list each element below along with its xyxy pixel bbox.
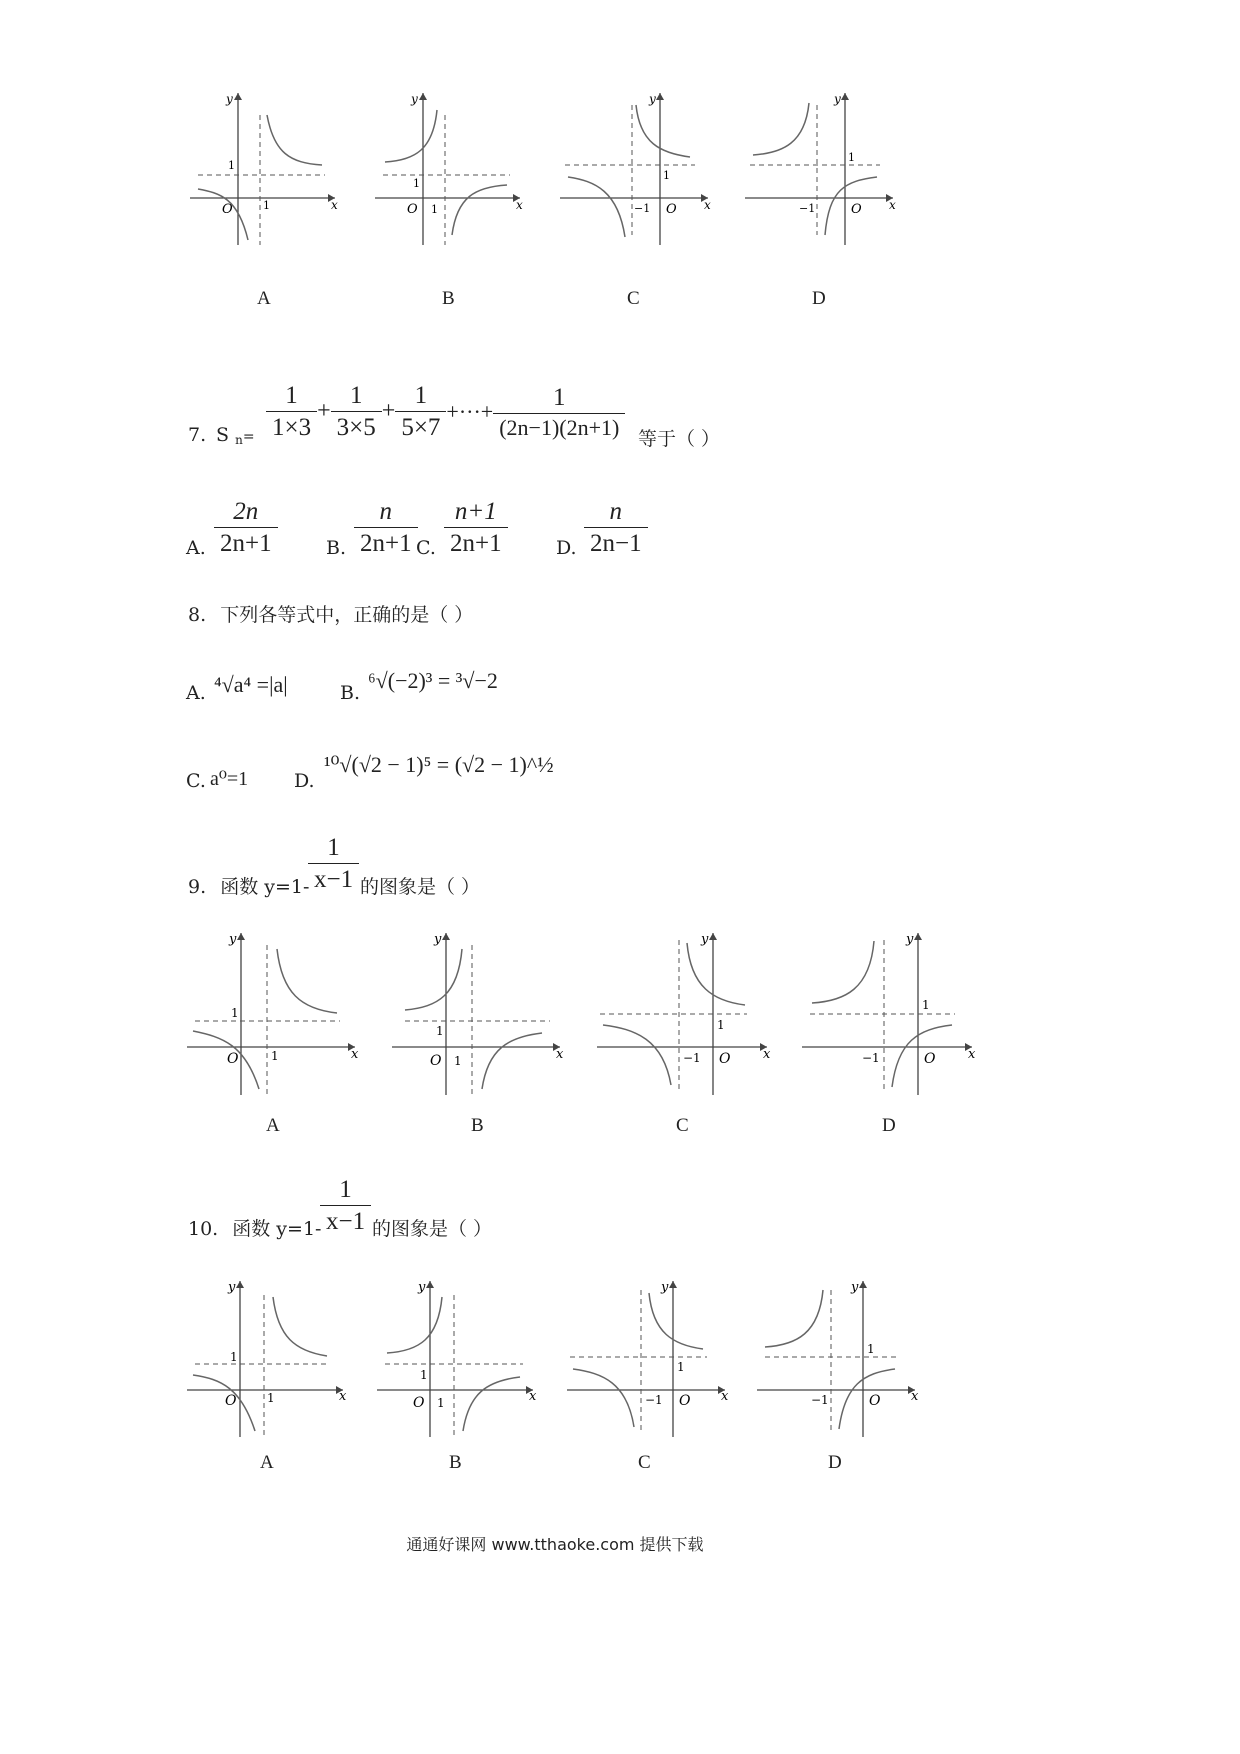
term-3-numerator: 1 — [414, 382, 428, 409]
curve-upper — [812, 941, 874, 1003]
tick-one-x: 1 — [267, 1391, 275, 1405]
question-9-fraction — [308, 832, 359, 896]
y-arrow — [669, 1281, 677, 1288]
y-arrow — [236, 1281, 244, 1288]
footer-credit: 通通好课网 www.tthaoke.com 提供下载 — [406, 1535, 704, 1554]
curve-upper — [636, 105, 690, 157]
question-7-suffix: 等于（ ） — [638, 428, 721, 450]
tick-one-x: 1 — [454, 1054, 462, 1068]
q7-option-d — [584, 496, 648, 560]
tick-neg-one-x: −1 — [862, 1051, 880, 1065]
curve-upper — [687, 943, 745, 1005]
curve-lower — [603, 1025, 671, 1085]
graph-set-middle — [185, 925, 985, 1120]
question-9-suffix: 的图象是（ ） — [360, 876, 481, 898]
q7-option-d-label: D. — [556, 537, 577, 559]
origin-label: O — [222, 202, 233, 217]
term-3-denominator: 5×7 — [395, 411, 446, 443]
question-7-series — [266, 380, 625, 444]
term-3 — [395, 380, 446, 444]
x-label: x — [516, 198, 523, 212]
tick-one-y: 1 — [922, 998, 930, 1012]
graph-set-bottom — [185, 1275, 925, 1450]
origin-label: O — [924, 1051, 936, 1067]
y-label: y — [229, 932, 237, 947]
q7-option-c-label: C. — [416, 537, 436, 559]
curve-lower — [482, 1033, 542, 1089]
curve-upper — [277, 949, 337, 1013]
y-arrow — [237, 933, 245, 940]
graph-mid-b — [392, 932, 564, 1095]
graph-bot-label-b: B — [449, 1452, 462, 1473]
tick-one-y: 1 — [677, 1360, 685, 1374]
plus-sign-1: + — [317, 398, 331, 425]
q8-option-b-label: B. — [340, 682, 361, 704]
question-7-sn — [216, 424, 255, 447]
tick-one-y: 1 — [230, 1350, 238, 1364]
q8-option-c-label: C. — [186, 770, 206, 792]
tick-neg-one-x: −1 — [799, 202, 816, 215]
q7-option-d-denominator: 2n−1 — [584, 527, 648, 559]
curve-upper — [385, 110, 437, 162]
q7-option-a-numerator: 2n — [233, 498, 259, 525]
origin-label: O — [666, 202, 677, 217]
q10-numerator: 1 — [339, 1176, 352, 1203]
tick-one-x: 1 — [263, 199, 270, 212]
term-last-denominator: (2n−1)(2n+1) — [493, 413, 625, 442]
q7-option-d-numerator: n — [609, 498, 623, 525]
y-arrow — [709, 933, 717, 940]
y-label: y — [906, 932, 914, 947]
question-8 — [188, 600, 473, 627]
tick-one-y: 1 — [420, 1368, 428, 1382]
question-10-number: 10. — [188, 1218, 219, 1240]
question-8-stem: 下列各等式中，正确的是（ ） — [220, 604, 474, 626]
curve-upper — [273, 1297, 327, 1356]
sn-equals: = — [242, 429, 255, 445]
curve-lower — [568, 177, 625, 237]
y-label: y — [434, 932, 442, 947]
q8-option-b-expr: ⁶√(−2)³ = ³√−2 — [368, 668, 498, 693]
x-label: x — [351, 1047, 359, 1062]
q8-option-a-label: A. — [186, 682, 206, 704]
question-7-number: 7. — [188, 424, 207, 446]
x-label: x — [339, 1389, 347, 1404]
y-label: y — [851, 1280, 859, 1295]
y-arrow — [914, 933, 922, 940]
graph-top-a — [190, 92, 338, 245]
graph-mid-c — [597, 932, 771, 1095]
graph-bot-b — [377, 1280, 537, 1437]
term-2 — [331, 380, 382, 444]
sn-subscript: n — [235, 433, 243, 447]
x-label: x — [704, 198, 711, 212]
graph-bot-label-a: A — [260, 1452, 274, 1473]
graph-top-label-b: B — [442, 288, 455, 309]
tick-one-y: 1 — [717, 1018, 725, 1032]
term-last-numerator: 1 — [553, 383, 566, 411]
graph-mid-label-b: B — [471, 1115, 484, 1136]
graph-bot-a — [187, 1280, 347, 1437]
q7-option-b-denominator: 2n+1 — [354, 527, 418, 559]
q7-option-a-label: A. — [186, 537, 206, 559]
question-7 — [188, 424, 206, 446]
graph-bot-c — [567, 1280, 729, 1437]
y-arrow — [419, 93, 427, 100]
x-label: x — [763, 1047, 771, 1062]
question-10 — [188, 1214, 321, 1241]
question-9-prefix: 函数 y=1- — [220, 876, 310, 898]
x-label: x — [889, 198, 896, 212]
tick-one-y: 1 — [663, 169, 670, 182]
origin-label: O — [719, 1051, 731, 1067]
q7-option-b-label: B. — [326, 537, 347, 559]
curve-lower — [193, 1375, 255, 1431]
q8-option-a-expr: ⁴√a⁴ =|a| — [214, 672, 288, 697]
origin-label: O — [869, 1393, 881, 1409]
x-label: x — [556, 1047, 564, 1062]
y-arrow — [859, 1281, 867, 1288]
q7-option-c-numerator: n+1 — [454, 498, 497, 525]
graph-top-label-a: A — [257, 288, 271, 309]
term-2-denominator: 3×5 — [331, 411, 382, 443]
sn-label: S — [216, 424, 230, 446]
y-label: y — [226, 92, 233, 106]
tick-one-y: 1 — [231, 1006, 239, 1020]
graph-mid-a — [187, 932, 359, 1095]
q9-denominator: x−1 — [308, 863, 359, 895]
y-label: y — [418, 1280, 426, 1295]
graph-bot-d — [757, 1280, 919, 1437]
q7-option-a-denominator: 2n+1 — [214, 527, 278, 559]
origin-label: O — [413, 1395, 425, 1411]
graph-top-label-d: D — [812, 288, 826, 309]
curve-upper — [267, 115, 322, 165]
q7-option-a — [214, 496, 278, 560]
q8-option-d-label: D. — [294, 770, 315, 792]
curve-upper — [405, 949, 462, 1010]
y-arrow — [442, 933, 450, 940]
graph-mid-label-d: D — [882, 1115, 896, 1136]
tick-one-y: 1 — [848, 151, 855, 164]
graph-top-d — [745, 92, 896, 245]
term-1-denominator: 1×3 — [266, 411, 317, 443]
tick-one-y: 1 — [228, 159, 235, 172]
graph-bot-label-c: C — [638, 1452, 651, 1473]
x-label: x — [331, 198, 338, 212]
q8-option-d-expr: ¹⁰√(√2 − 1)⁵ = (√2 − 1)^½ — [324, 752, 554, 777]
y-label: y — [228, 1280, 236, 1295]
y-label: y — [411, 92, 418, 106]
origin-label: O — [225, 1393, 237, 1409]
q8-option-c-expr: a⁰=1 — [210, 768, 249, 790]
y-label: y — [649, 92, 656, 106]
origin-label: O — [679, 1393, 691, 1409]
tick-neg-one-x: −1 — [683, 1051, 701, 1065]
y-label: y — [661, 1280, 669, 1295]
x-label: x — [911, 1389, 919, 1404]
curve-lower — [463, 1377, 520, 1431]
graph-top-label-c: C — [627, 288, 640, 309]
curve-lower — [573, 1369, 634, 1427]
x-label: x — [721, 1389, 729, 1404]
question-9-number: 9. — [188, 876, 207, 898]
graph-mid-label-a: A — [266, 1115, 280, 1136]
curve-upper — [649, 1293, 703, 1349]
tick-one-x: 1 — [431, 203, 438, 216]
question-10-prefix: 函数 y=1- — [232, 1218, 322, 1240]
plus-sign-2: + — [381, 398, 396, 425]
y-arrow — [841, 93, 849, 100]
tick-one-x: 1 — [271, 1049, 279, 1063]
tick-one-y: 1 — [413, 177, 420, 190]
q7-option-b-numerator: n — [379, 498, 393, 525]
question-10-suffix: 的图象是（ ） — [372, 1218, 493, 1240]
q10-denominator: x−1 — [320, 1205, 371, 1237]
curve-upper — [387, 1297, 442, 1353]
origin-label: O — [430, 1053, 442, 1069]
question-8-number: 8. — [188, 604, 207, 626]
tick-neg-one-x: −1 — [645, 1393, 663, 1407]
tick-one-y: 1 — [436, 1024, 444, 1038]
question-9 — [188, 872, 309, 899]
curve-upper — [753, 103, 809, 155]
curve-lower — [452, 185, 507, 235]
tick-one-x: 1 — [437, 1396, 445, 1410]
q7-option-c — [444, 496, 508, 560]
graph-top-c — [560, 92, 711, 245]
y-arrow — [234, 93, 242, 100]
graph-top-b — [375, 92, 523, 245]
q7-option-c-denominator: 2n+1 — [444, 527, 508, 559]
q7-option-b — [354, 496, 418, 560]
term-1-numerator: 1 — [285, 382, 298, 409]
graph-set-top — [190, 85, 910, 295]
y-arrow — [656, 93, 664, 100]
y-label: y — [701, 932, 709, 947]
term-last — [493, 382, 625, 442]
ellipsis-plus: +···+ — [446, 398, 494, 424]
y-label: y — [834, 92, 841, 106]
x-label: x — [968, 1047, 976, 1062]
curve-lower — [839, 1369, 895, 1429]
tick-neg-one-x: −1 — [811, 1393, 829, 1407]
y-arrow — [426, 1281, 434, 1288]
curve-lower — [892, 1025, 952, 1087]
tick-one-y: 1 — [867, 1342, 875, 1356]
x-label: x — [529, 1389, 537, 1404]
graph-mid-d — [802, 932, 976, 1095]
curve-upper — [765, 1290, 823, 1347]
q9-numerator: 1 — [327, 834, 340, 861]
origin-label: O — [407, 202, 418, 217]
term-2-numerator: 1 — [349, 382, 363, 409]
tick-neg-one-x: −1 — [634, 202, 651, 215]
graph-bot-label-d: D — [828, 1452, 842, 1473]
term-1 — [266, 380, 317, 444]
question-10-fraction — [320, 1174, 371, 1238]
graph-mid-label-c: C — [676, 1115, 689, 1136]
origin-label: O — [227, 1051, 239, 1067]
curve-lower — [193, 1031, 259, 1089]
origin-label: O — [851, 202, 862, 217]
